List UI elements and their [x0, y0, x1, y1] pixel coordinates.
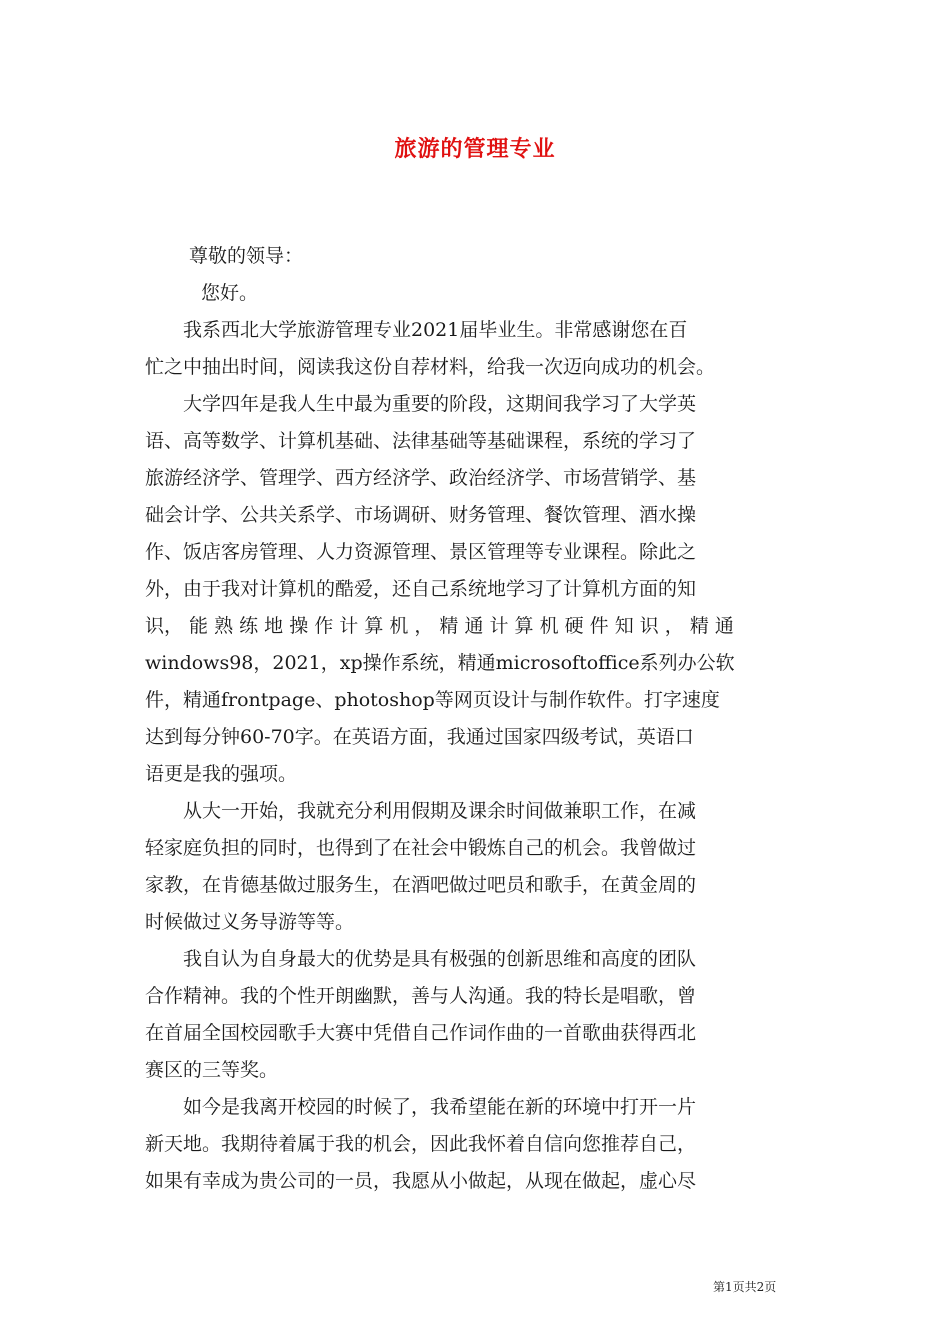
- body-line: 轻家庭负担的同时，也得到了在社会中锻炼自己的机会。我曾做过: [145, 837, 697, 859]
- document-title: 旅游的管理专业: [394, 136, 556, 162]
- body-line: 如今是我离开校园的时候了，我希望能在新的环境中打开一片: [145, 1096, 697, 1118]
- body-line: 合作精神。我的个性开朗幽默，善与人沟通。我的特长是唱歌，曾: [145, 985, 697, 1007]
- body-line: 从大一开始，我就充分利用假期及课余时间做兼职工作，在减: [145, 800, 697, 822]
- body-line: 础会计学、公共关系学、市场调研、财务管理、餐饮管理、酒水操: [145, 504, 697, 526]
- body-line: 我自认为自身最大的优势是具有极强的创新思维和高度的团队: [145, 948, 697, 970]
- body-line: 作、饭店客房管理、人力资源管理、景区管理等专业课程。除此之: [145, 541, 697, 563]
- salutation: 尊敬的领导：: [189, 245, 304, 267]
- body-line: 识， 能 熟 练 地 操 作 计 算 机 ， 精 通 计 算 机 硬 件 知 识 ， 精 通: [145, 615, 734, 637]
- body-line: 时候做过义务导游等等。: [145, 911, 355, 933]
- body-line: 达到每分钟60-70字。在英语方面，我通过国家四级考试，英语口: [145, 726, 694, 748]
- body-line: windows98，2021，xp操作系统，精通microsoftoffice系列办公软: [145, 652, 735, 674]
- body-line: 件，精通frontpage、photoshop等网页设计与制作软件。打字速度: [145, 689, 720, 711]
- document-body: [145, 238, 807, 1200]
- body-line: 语更是我的强项。: [145, 763, 298, 785]
- body-line: 在首届全国校园歌手大赛中凭借自己作词作曲的一首歌曲获得西北: [145, 1022, 697, 1044]
- body-line: 大学四年是我人生中最为重要的阶段，这期间我学习了大学英: [145, 393, 697, 415]
- body-line: 如果有幸成为贵公司的一员，我愿从小做起，从现在做起，虚心尽: [145, 1170, 697, 1192]
- body-line: 家教，在肯德基做过服务生，在酒吧做过吧员和歌手，在黄金周的: [145, 874, 697, 896]
- greeting: 您好。: [201, 282, 259, 304]
- body-line: 赛区的三等奖。: [145, 1059, 279, 1081]
- body-line: 旅游经济学、管理学、西方经济学、政治经济学、市场营销学、基: [145, 467, 697, 489]
- body-line: 新天地。我期待着属于我的机会，因此我怀着自信向您推荐自己，: [145, 1133, 697, 1155]
- body-line: 外，由于我对计算机的酷爱，还自己系统地学习了计算机方面的知: [145, 578, 697, 600]
- body-line: 我系西北大学旅游管理专业2021届毕业生。非常感谢您在百: [145, 319, 688, 341]
- body-line: 语、高等数学、计算机基础、法律基础等基础课程，系统的学习了: [145, 430, 697, 452]
- body-line: 忙之中抽出时间，阅读我这份自荐材料，给我一次迈向成功的机会。: [145, 356, 716, 378]
- body-lines: [145, 312, 807, 1200]
- page-number: 第1页共2页: [713, 1280, 777, 1294]
